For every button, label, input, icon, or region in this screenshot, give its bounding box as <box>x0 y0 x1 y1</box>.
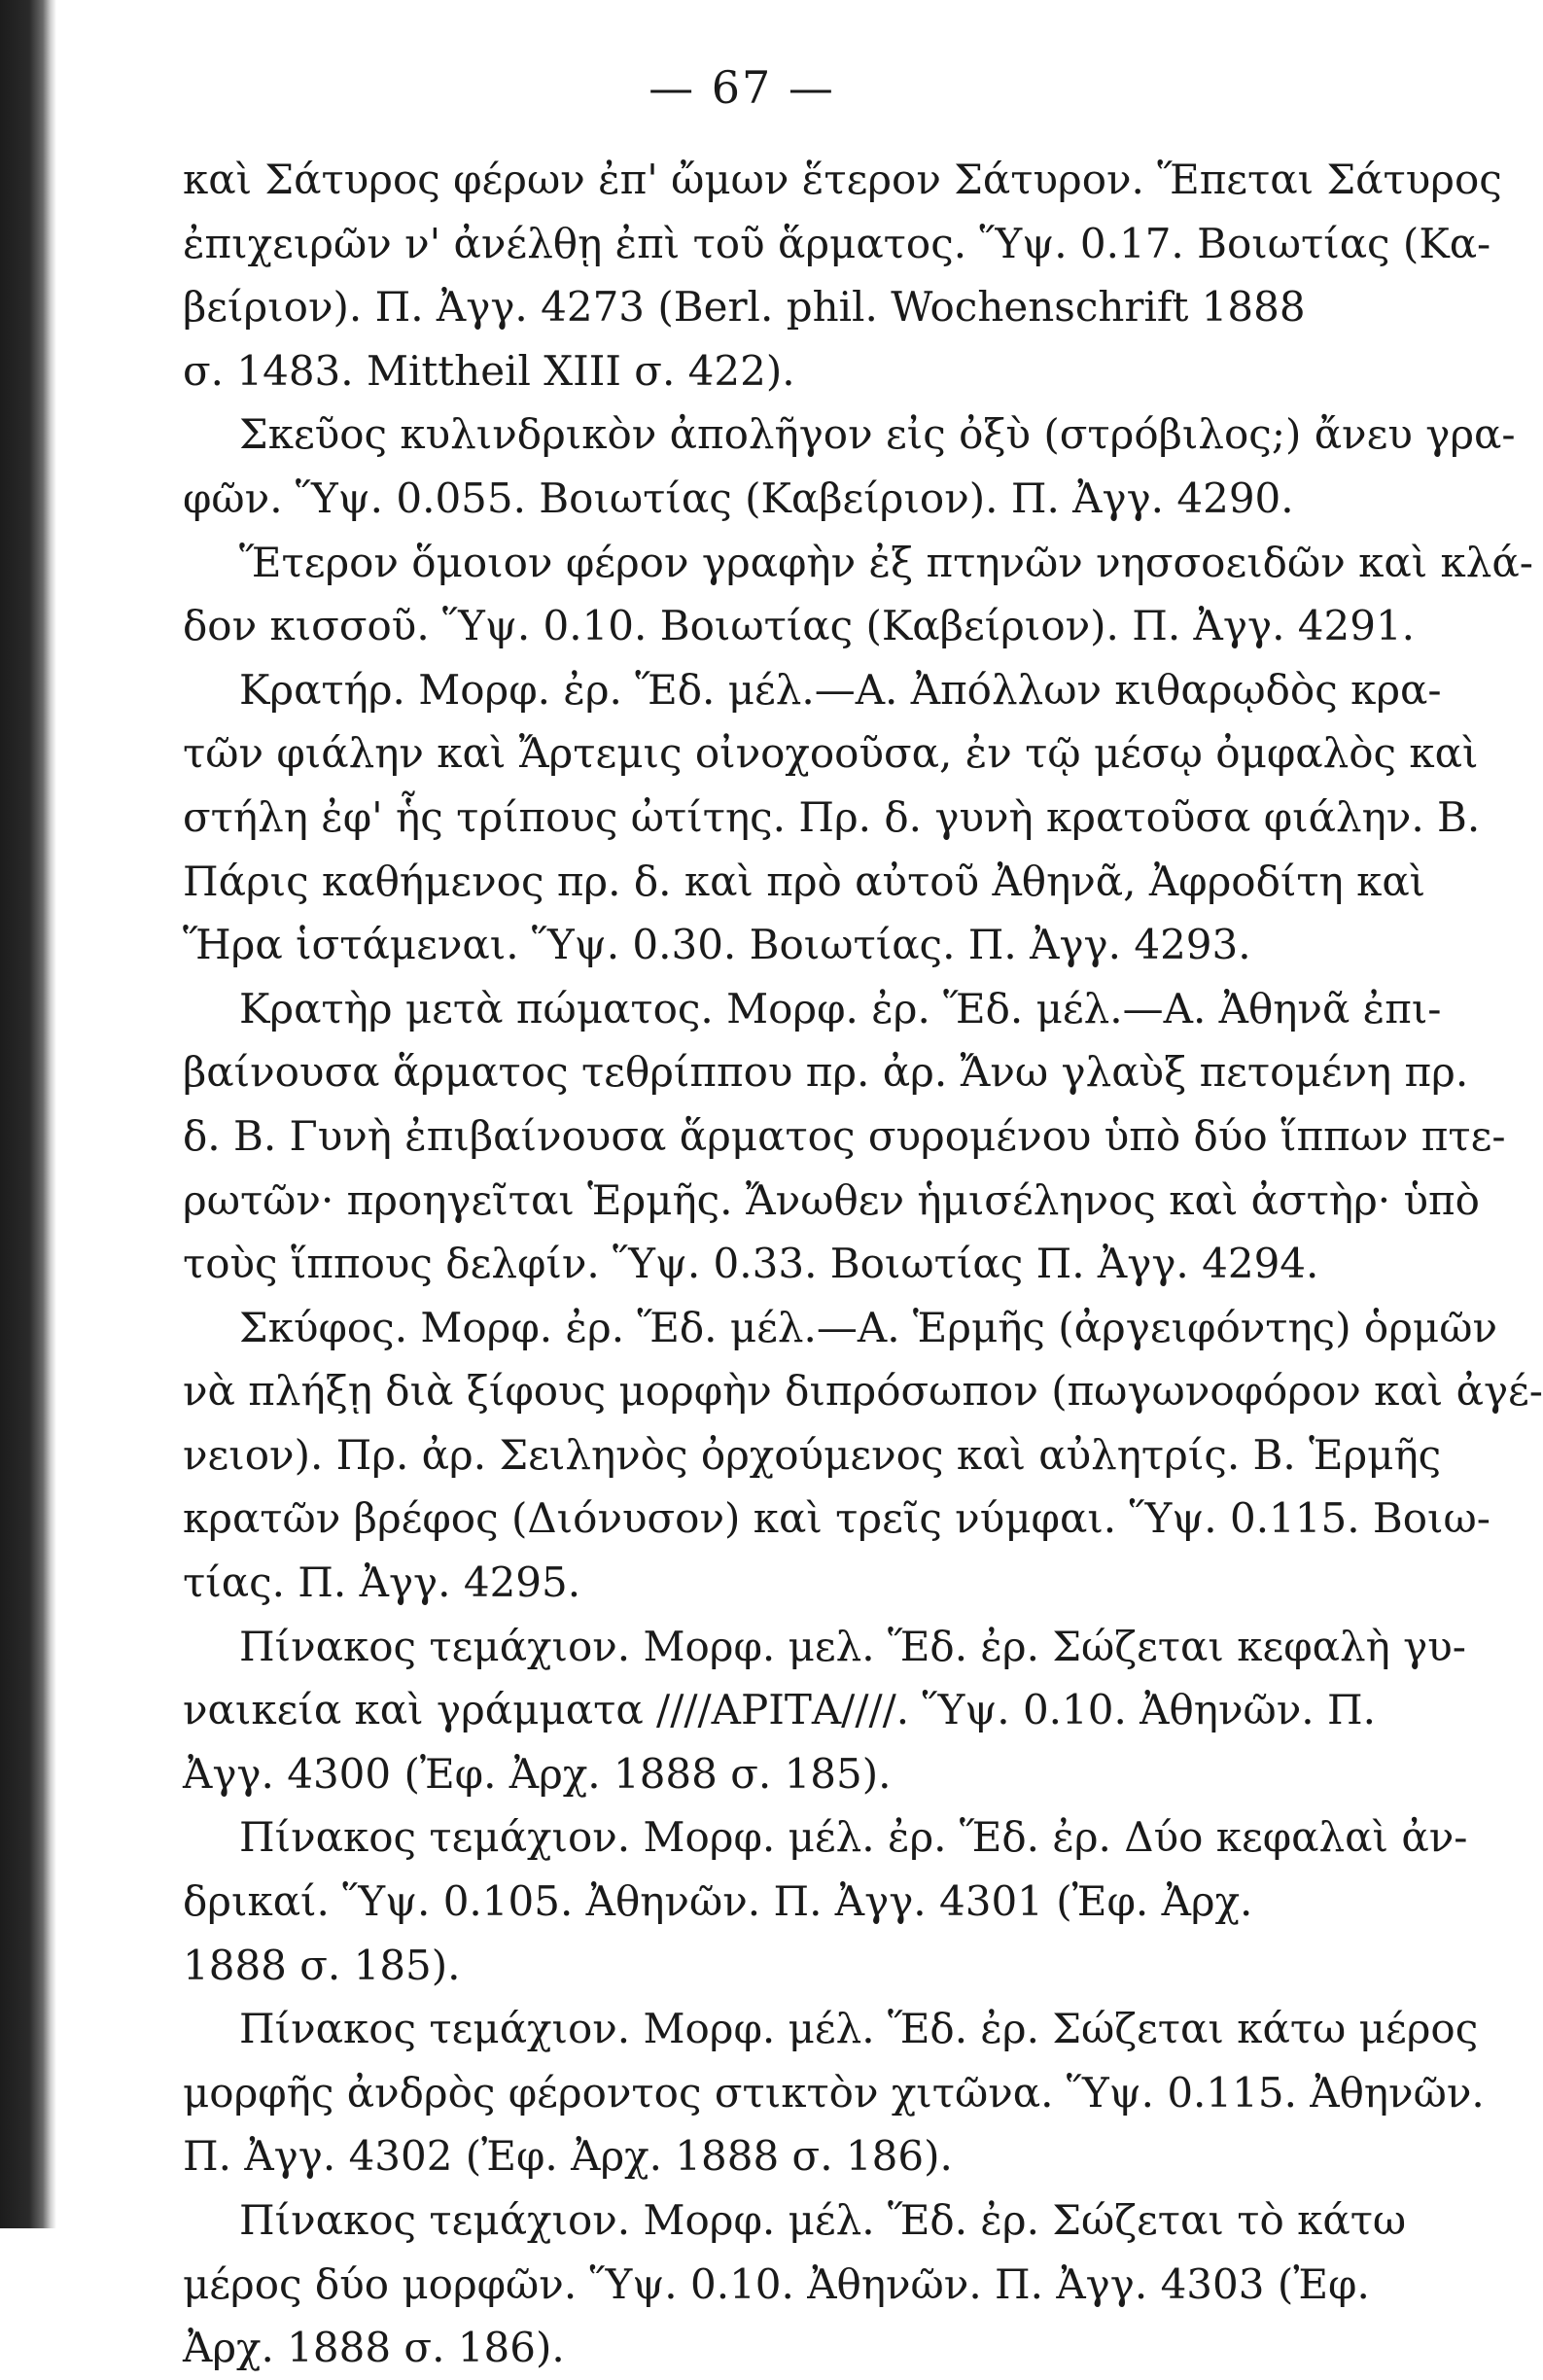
text-line: 1888 σ. 185). <box>183 1941 461 1989</box>
text-line: δον κισσοῦ. Ὕψ. 0.10. Βοιωτίας (Καβείριον). Π. Ἀγγ. 4291. <box>183 602 1416 650</box>
text-line: Ἀρχ. 1888 σ. 186). <box>183 2324 565 2372</box>
text-line: Π. Ἀγγ. 4302 (Ἐφ. Ἀρχ. 1888 σ. 186). <box>183 2132 953 2181</box>
text-line: Σκύφος. Μορφ. ἐρ. Ἕδ. μέλ.—Α. Ἑρμῆς (ἀργειφόντης) ὁρμῶν <box>239 1303 1497 1351</box>
text-line: Σκεῦος κυλινδρικὸν ἀπολῆγον εἰς ὀξὺ (στρόβιλος;) ἄνευ γρα- <box>239 410 1516 459</box>
text-line: Κρατήρ. Μορφ. ἐρ. Ἕδ. μέλ.—Α. Ἀπόλλων κιθαρῳδὸς κρα- <box>239 665 1442 714</box>
book-binding-edge <box>0 0 56 2228</box>
text-line: τίας. Π. Ἀγγ. 4295. <box>183 1558 581 1607</box>
text-line: Πίνακος τεμάχιον. Μορφ. μέλ. Ἕδ. ἐρ. Σώζεται κάτω μέρος <box>239 2005 1479 2053</box>
text-line: Κρατὴρ μετὰ πώματος. Μορφ. ἐρ. Ἕδ. μέλ.—Α. Ἀθηνᾶ ἐπι- <box>239 984 1442 1032</box>
text-line: νειον). Πρ. ἀρ. Σειληνὸς ὀρχούμενος καὶ αὐλητρίς. Β. Ἑρμῆς <box>183 1430 1442 1479</box>
text-line: δ. Β. Γυνὴ ἐπιβαίνουσα ἅρματος συρομένου ὑπὸ δύο ἵππων πτε- <box>183 1111 1506 1160</box>
text-line: ἐπιχειρῶν ν' ἀνέλθῃ ἐπὶ τοῦ ἅρματος. Ὕψ. 0.17. Βοιωτίας (Κα- <box>183 219 1491 267</box>
text-line: καὶ Σάτυρος φέρων ἐπ' ὤμων ἕτερον Σάτυρον. Ἕπεται Σάτυρος <box>183 156 1502 203</box>
page-number: — 67 — <box>649 61 835 114</box>
text-line: ρωτῶν· προηγεῖται Ἑρμῆς. Ἄνωθεν ἡμισέληνος καὶ ἀστὴρ· ὑπὸ <box>183 1175 1480 1224</box>
text-line: τοὺς ἵππους δελφίν. Ὕψ. 0.33. Βοιωτίας Π. Ἀγγ. 4294. <box>183 1240 1319 1288</box>
text-line: βαίνουσα ἅρματος τεθρίππου πρ. ἀρ. Ἄνω γλαὺξ πετομένη πρ. <box>183 1048 1469 1097</box>
text-line: μέρος δύο μορφῶν. Ὕψ. 0.10. Ἀθηνῶν. Π. Ἀγγ. 4303 (Ἐφ. <box>183 2259 1370 2308</box>
text-line: σ. 1483. Mittheil XIII σ. 422). <box>183 346 795 395</box>
text-line: νὰ πλήξῃ διὰ ξίφους μορφὴν διπρόσωπον (πωγωνοφόρον καὶ ἀγέ- <box>183 1367 1543 1416</box>
page-body-text <box>183 148 1543 2380</box>
text-line: κρατῶν βρέφος (Διόνυσον) καὶ τρεῖς νύμφαι. Ὕψ. 0.115. Βοιω- <box>183 1494 1490 1543</box>
text-line: στήλη ἐφ' ἧς τρίπους ὠτίτης. Πρ. δ. γυνὴ κρατοῦσα φιάλην. Β. <box>183 792 1481 841</box>
text-line: Ἕτερον ὅμοιον φέρον γραφὴν ἐξ πτηνῶν νησσοειδῶν καὶ κλά- <box>239 538 1533 586</box>
text-line: Πίνακος τεμάχιον. Μορφ. μέλ. ἐρ. Ἕδ. ἐρ. Δύο κεφαλαὶ ἀν- <box>239 1813 1468 1862</box>
text-line: φῶν. Ὕψ. 0.055. Βοιωτίας (Καβείριον). Π. Ἀγγ. 4290. <box>183 473 1294 522</box>
text-line: ναικεία καὶ γράμματα ////ΑΡΙΤΑ////. Ὕψ. 0.10. Ἀθηνῶν. Π. <box>183 1686 1376 1734</box>
text-line: μορφῆς ἀνδρὸς φέροντος στικτὸν χιτῶνα. Ὕψ. 0.115. Ἀθηνῶν. <box>183 2068 1485 2117</box>
text-line: Πάρις καθήμενος πρ. δ. καὶ πρὸ αὐτοῦ Ἀθηνᾶ, Ἀφροδίτη καὶ <box>183 857 1426 905</box>
text-line: τῶν φιάλην καὶ Ἄρτεμις οἰνοχοοῦσα, ἐν τῷ μέσῳ ὀμφαλὸς καὶ <box>183 729 1479 778</box>
text-line: Πίνακος τεμάχιον. Μορφ. μελ. Ἕδ. ἐρ. Σώζεται κεφαλὴ γυ- <box>239 1622 1466 1670</box>
text-line: Ἀγγ. 4300 (Ἐφ. Ἀρχ. 1888 σ. 185). <box>183 1749 892 1798</box>
text-line: δρικαί. Ὕψ. 0.105. Ἀθηνῶν. Π. Ἀγγ. 4301 (Ἐφ. Ἀρχ. <box>183 1877 1253 1926</box>
text-line: βείριον). Π. Ἀγγ. 4273 (Berl. phil. Wochenschrift 1888 <box>183 283 1306 332</box>
text-line: Ἥρα ἱστάμεναι. Ὕψ. 0.30. Βοιωτίας. Π. Ἀγγ. 4293. <box>183 921 1251 969</box>
book-page <box>183 49 1543 2380</box>
text-line: Πίνακος τεμάχιον. Μορφ. μέλ. Ἕδ. ἐρ. Σώζεται τὸ κάτω <box>239 2196 1407 2244</box>
